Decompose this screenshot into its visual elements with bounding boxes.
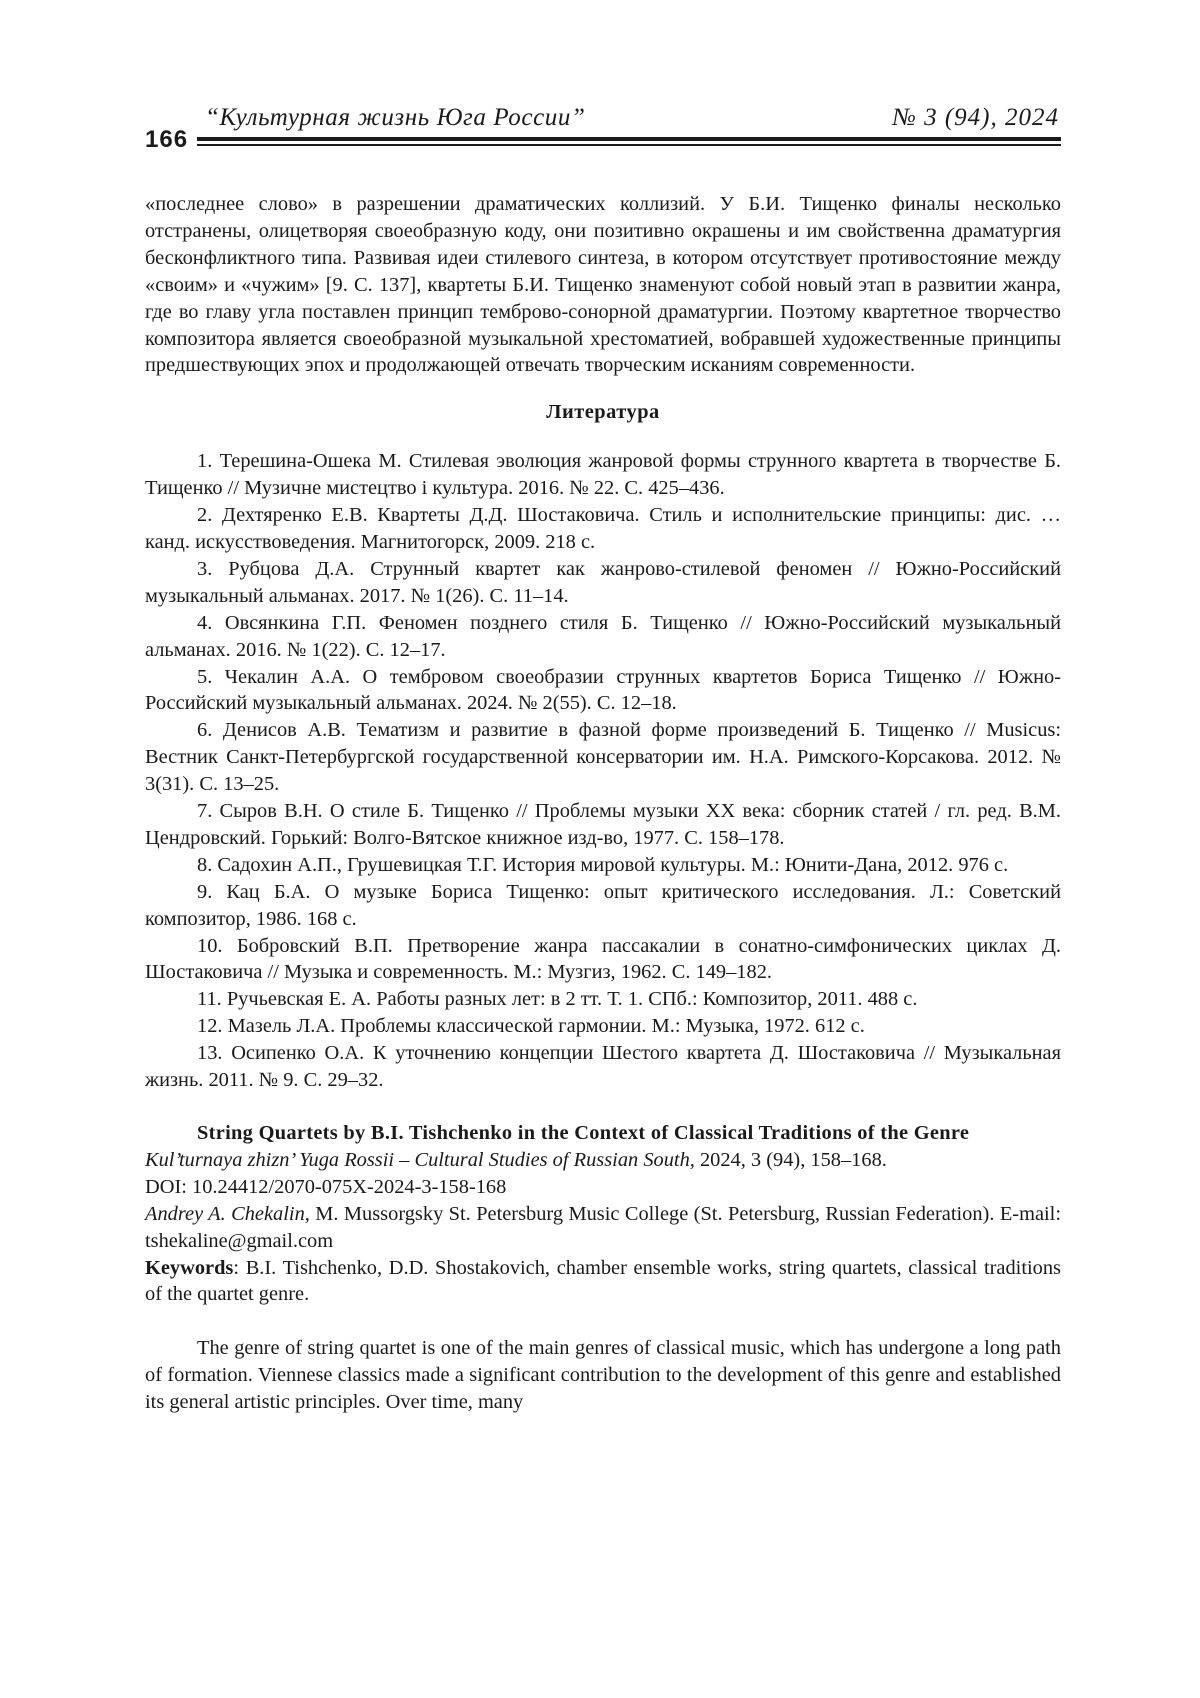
author-name: Andrey A. Chekalin	[145, 1202, 305, 1225]
citation-details: 2024, 3 (94), 158–168.	[694, 1148, 887, 1171]
abstract-body: The genre of string quartet is one of the main genres of classical music, which has undergone a long path of formation. Viennese classics made a significant contribution to the development of this genre and established its general artistic principles. Over time, many	[145, 1337, 1061, 1414]
header-rule-thin	[197, 144, 1061, 146]
reference-item-8: 8. Садохин А.П., Грушевицкая Т.Г. История мировой культуры. М.: Юнити-Дана, 2012. 976 с.	[197, 853, 1009, 876]
reference-item-2: 2. Дехтяренко Е.В. Квартеты Д.Д. Шостаковича. Стиль и исполнительские принципы: дис. … канд. искусствоведения. Магнитогорск, 2009. 218 с.	[145, 504, 1061, 553]
issue-number: № 3 (94), 2024	[892, 104, 1059, 131]
author-line	[145, 1201, 1061, 1255]
reference-item-10: 10. Бобровский В.П. Претворение жанра пассакалии в сонатно-симфонических циклах Д. Шостаковича // Музыка и современность. М.: Музгиз, 1962. С. 149–182.	[145, 934, 1061, 984]
reference-item-13: 13. Осипенко О.А. К уточнению концепции Шестого квартета Д. Шостаковича // Музыкальная жизнь. 2011. № 9. С. 29–32.	[145, 1042, 1061, 1092]
keywords-text: : B.I. Tishchenko, D.D. Shostakovich, chamber ensemble works, string quartets, classical traditions of the quartet genre.	[145, 1256, 1061, 1306]
reference-item-4: 4. Овсянкина Г.П. Феномен позднего стиля Б. Тищенко // Южно-Российский музыкальный альманах. 2016. № 1(22). С. 12–17.	[145, 611, 1061, 661]
reference-item-1: 1. Терешина-Ошека М. Стилевая эволюция жанровой формы струнного квартета в творчестве Б. Тищенко // Музичне мистецтво і культура. 2016. № 22. С. 425–436.	[145, 450, 1061, 500]
reference-item-5: 5. Чекалин А.А. О тембровом своеобразии струнных квартетов Бориса Тищенко // Южно-Российский музыкальный альманах. 2024. № 2(55). С. 12–18.	[145, 665, 1061, 715]
intro-paragraph: «последнее слово» в разрешении драматических коллизий. У Б.И. Тищенко финалы несколько отстранены, олицетворяя своеобразную коду, они позитивно окрашены и им свойственна драматургия бесконфликтного типа. Развивая идеи стилевого синтеза, в котором отсутствует противостояние между «своим» и «чужим» [9. С. 137], квартеты Б.И. Тищенко знаменуют собой новый этап в развитии жанра, где во главу угла поставлен принцип темброво-сонорной драматургии. Поэтому квартетное творчество композитора является своеобразной музыкальной хрестоматией, вобравшей художественные принципы предшествующих эпох и продолжающей отвечать творческим исканиям современности.	[145, 193, 1061, 377]
citation-journal: Kul’turnaya zhizn’ Yuga Rossii – Cultural Studies of Russian South,	[145, 1148, 695, 1171]
header-rule-thick	[197, 137, 1061, 141]
page-content	[145, 191, 1061, 1436]
reference-list	[145, 448, 1061, 1094]
page-number: 166	[145, 126, 189, 153]
page-header	[145, 100, 1061, 156]
author-affiliation: , M. Mussorgsky St. Petersburg Music College (St. Petersburg, Russian Federation). E-mail: tshekaline@gmail.com	[145, 1202, 1061, 1252]
keywords-line	[145, 1255, 1061, 1309]
abstract-title: String Quartets by B.I. Tishchenko in the Context of Classical Traditions of the Genre	[197, 1122, 970, 1144]
reference-item-9: 9. Кац Б.А. О музыке Бориса Тищенко: опыт критического исследования. Л.: Советский композитор, 1986. 168 с.	[145, 880, 1061, 930]
reference-item-3: 3. Рубцова Д.А. Струнный квартет как жанрово-стилевой феномен // Южно-Российский музыкальный альманах. 2017. № 1(26). С. 11–14.	[145, 557, 1061, 607]
doi-line: DOI: 10.24412/2070-075X-2024-3-158-168	[145, 1175, 507, 1198]
reference-item-7: 7. Сыров В.Н. О стиле Б. Тищенко // Проблемы музыки XX века: сборник статей / гл. ред. В.М. Цендровский. Горький: Волго-Вятское книжное изд-во, 1977. С. 158–178.	[145, 800, 1061, 849]
keywords-label: Keywords	[145, 1256, 234, 1279]
citation-line	[145, 1147, 1061, 1174]
references-heading: Литература	[546, 401, 660, 424]
reference-item-6: 6. Денисов А.В. Тематизм и развитие в фазной форме произведений Б. Тищенко // Musicus: Вестник Санкт-Петербургской государственной консерватории им. Н.А. Римского-Корсакова. 2012. № 3(31). С. 13–25.	[145, 719, 1061, 796]
english-abstract	[145, 1120, 1061, 1416]
reference-item-12: 12. Мазель Л.А. Проблемы классической гармонии. М.: Музыка, 1972. 612 с.	[197, 1015, 865, 1038]
journal-title: “Культурная жизнь Юга России”	[205, 104, 586, 131]
reference-item-11: 11. Ручьевская Е. А. Работы разных лет: в 2 тт. Т. 1. СПб.: Композитор, 2011. 488 с.	[197, 988, 918, 1011]
